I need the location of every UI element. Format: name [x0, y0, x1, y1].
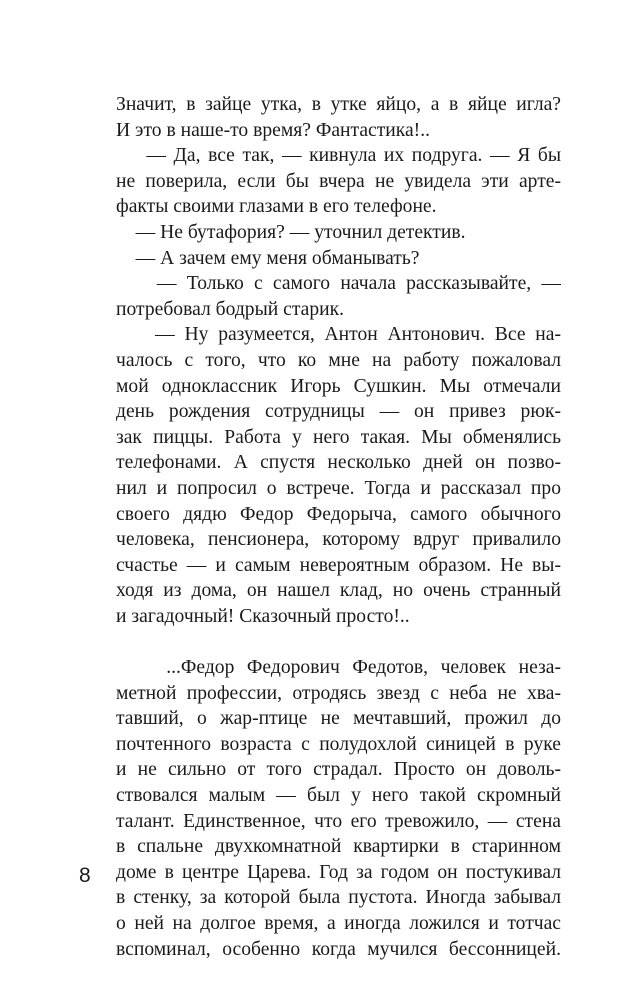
- text-line: нил и попросил о встрече. Тогда и рассказал про: [116, 477, 561, 499]
- text-line: своего дядю Федор Федорыча, самого обычного: [116, 503, 561, 525]
- text-line: ствовался малым — был у него такой скромный: [116, 785, 561, 807]
- text-line: доме в центре Царева. Год за годом он постукивал: [116, 861, 561, 883]
- text-line: чалось с того, что ко мне на работу пожаловал: [116, 349, 561, 371]
- text-line: зак пиццы. Работа у него такая. Мы обменялись: [116, 426, 561, 448]
- text-line: телефонами. А спустя несколько дней он позво-: [116, 452, 561, 474]
- text-line: — Не бутафория? — уточнил детектив.: [116, 221, 466, 243]
- text-line: и загадочный! Сказочный просто!..: [116, 605, 410, 627]
- text-line: ходя из дома, он нашел клад, но очень странный: [116, 580, 561, 602]
- text-line: о ней на долгое время, а иногда ложился и тотчас: [116, 913, 561, 934]
- text-line: — Ну разумеется, Антон Антонович. Все на-: [116, 324, 561, 346]
- text-line: — Только с самого начала рассказывайте, —: [116, 273, 561, 295]
- text-line: талант. Единственное, что его тревожило, — стена: [116, 810, 561, 832]
- text-line: вспоминал, особенно когда мучился бессонницей.: [116, 938, 561, 960]
- text-line: человека, пенсионера, которому вдруг привалило: [116, 529, 561, 551]
- text-line: в спальне двухкомнатной квартирки в старинном: [116, 836, 561, 858]
- text-line: метной профессии, отродясь звезд с неба не хва-: [116, 682, 561, 704]
- text-line: ...Федор Федорович Федотов, человек неза-: [116, 657, 561, 679]
- text-line: факты своими глазами в его телефоне.: [116, 196, 437, 218]
- text-line: И это в наше-то время? Фантастика!..: [116, 119, 430, 141]
- text-line: Значит, в зайце утка, в утке яйцо, а в яйце игла?: [116, 94, 561, 115]
- text-line: и не сильно от того страдал. Просто он доволь-: [116, 759, 561, 781]
- text-line: — Да, все так, — кивнула их подруга. — Я бы: [116, 145, 561, 167]
- text-line: потребовал бодрый старик.: [116, 298, 345, 320]
- text-line: день рождения сотрудницы — он привез рюк-: [116, 401, 561, 423]
- text-line: почтенного возраста с полудохлой синицей в руке: [116, 733, 561, 755]
- text-line: в стенку, за которой была пустота. Иногда забывал: [116, 887, 561, 909]
- text-line: не поверила, если бы вчера не увидела эти арте-: [116, 170, 561, 192]
- text-line: мой одноклассник Игорь Сушкин. Мы отмечали: [116, 375, 561, 397]
- text-line: тавший, о жар-птице не мечтавший, прожил до: [116, 708, 561, 730]
- page-body: [116, 92, 561, 962]
- section-break: [116, 629, 561, 655]
- text-line: счастье — и самым невероятным образом. Не вы-: [116, 554, 561, 576]
- page-number: 8: [79, 864, 91, 887]
- text-line: — А зачем ему меня обманывать?: [116, 247, 420, 269]
